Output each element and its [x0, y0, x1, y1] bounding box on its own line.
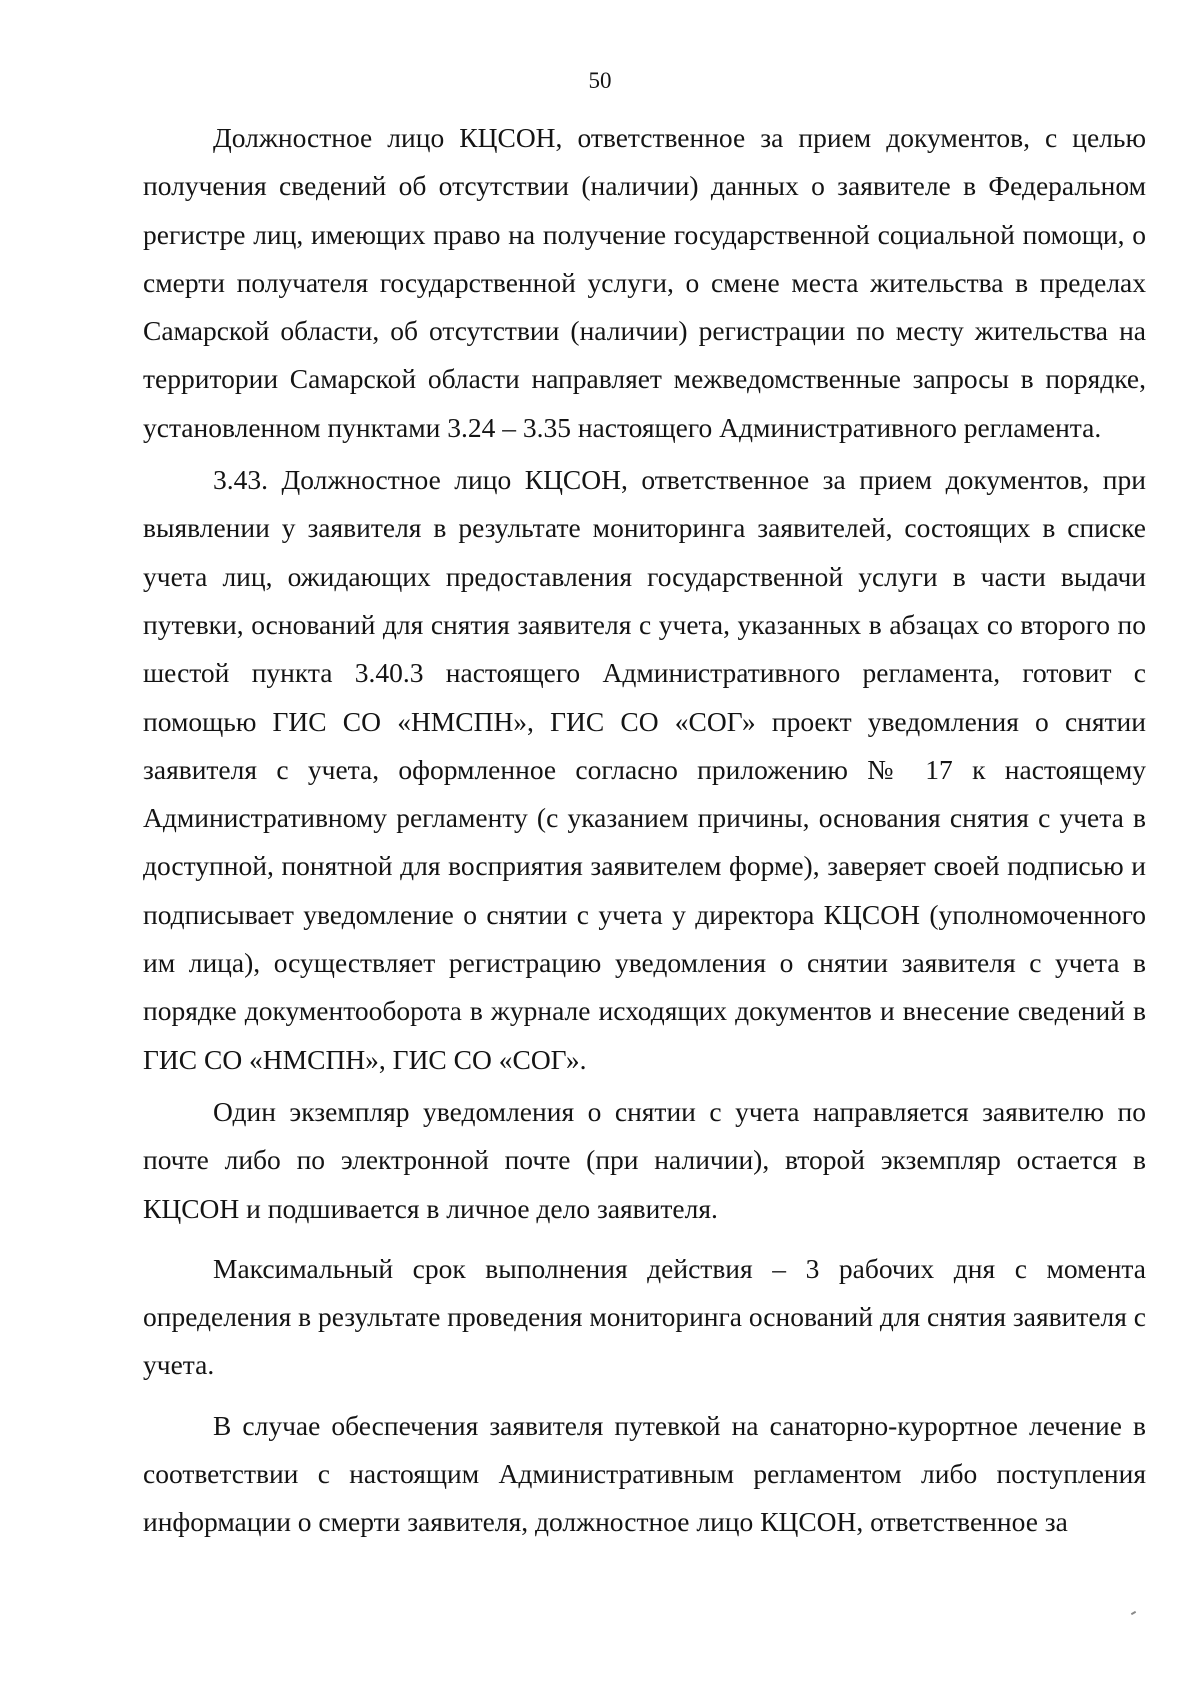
paragraph-3-43-deregistration: 3.43. Должностное лицо КЦСОН, ответственное за прием документов, при выявлении у заявителя в результате мониторинга заявителей, состоящих в списке учета лиц, ожидающих предоставления государственной услуги в части выдачи путевки, оснований для снятия заявителя с учета, указанных в абзацах со второго по шестой пункта 3.40.3 настоящего Административного регламента, готовит с помощью ГИС СО «НМСПН», ГИС СО «СОГ» проект уведомления о снятии заявителя с учета, оформленное согласно приложению № 17 к настоящему Административному регламенту (с указанием причины, основания снятия с учета в доступной, понятной для восприятия заявителем форме), заверяет своей подписью и подписывает уведомление о снятии с учета у директора КЦСОН (уполномоченного им лица), осуществляет регистрацию уведомления о снятии заявителя с учета в порядке документооборота в журнале исходящих документов и внесение сведений в ГИС СО «НМСПН», ГИС СО «СОГ». [143, 464, 1146, 1075]
paragraph-spa-voucher-case: В случае обеспечения заявителя путевкой на санаторно-курортное лечение в соответствии с настоящим Административным регламентом либо поступления информации о смерти заявителя, должностное лицо КЦСОН, ответственное за [143, 1409, 1146, 1538]
document-body [143, 114, 1146, 1551]
page-number: 50 [588, 68, 612, 93]
paragraph-interagency-requests: Должностное лицо КЦСОН, ответственное за прием документов, с целью получения сведений об отсутствии (наличии) данных о заявителе в Федеральном регистре лиц, имеющих право на получение государственной социальной помощи, о смерти получателя государственной услуги, о смене места жительства в пределах Самарской области, об отсутствии (наличии) регистрации по месту жительства на территории Самарской области направляет межведомственные запросы в порядке, установленном пунктами 3.24 – 3.35 настоящего Административного регламента. [143, 122, 1146, 443]
paragraph-max-duration: Максимальный срок выполнения действия – 3 рабочих дня с момента определения в результате проведения мониторинга оснований для снятия заявителя с учета. [143, 1252, 1146, 1381]
paragraph-notification-copies: Один экземпляр уведомления о снятии с учета направляется заявителю по почте либо по электронной почте (при наличии), второй экземпляр остается в КЦСОН и подшивается в личное дело заявителя. [143, 1095, 1146, 1224]
scan-mark [1131, 1611, 1136, 1615]
